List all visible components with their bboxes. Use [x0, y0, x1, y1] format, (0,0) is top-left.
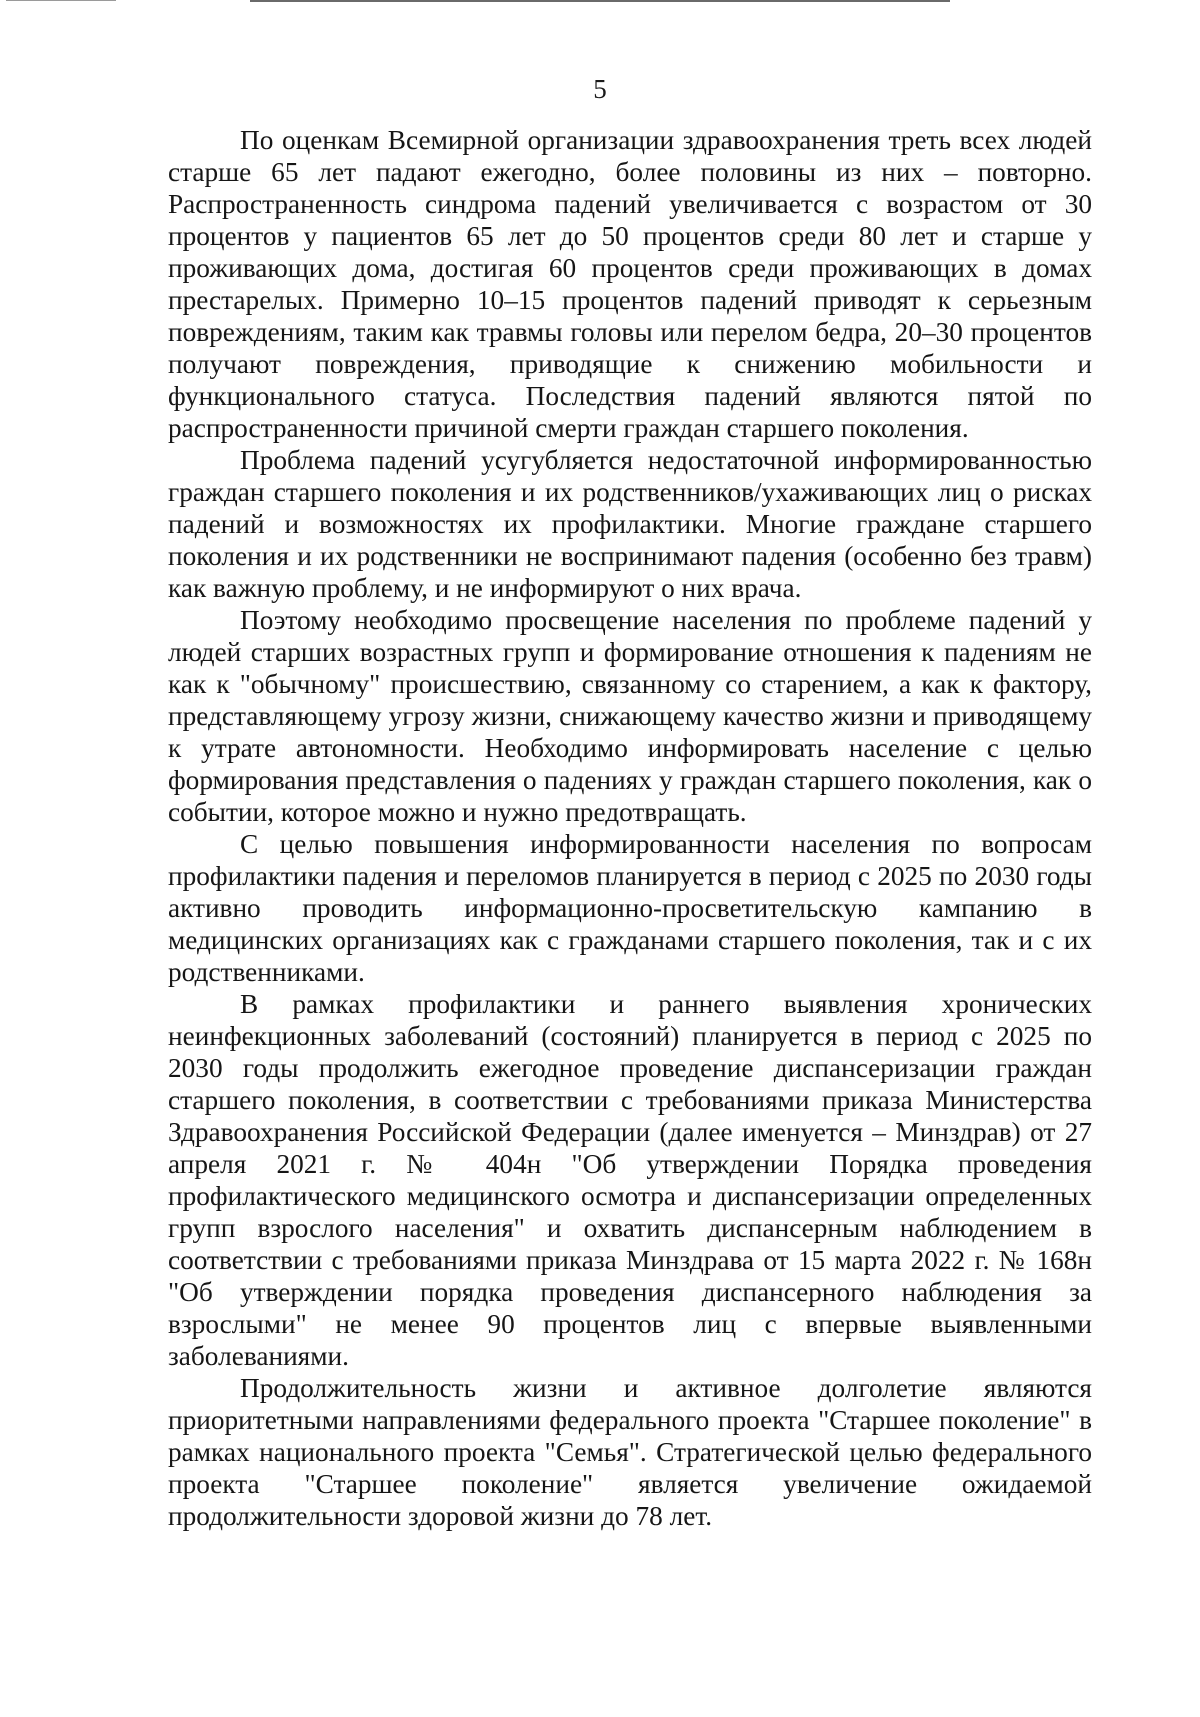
paragraph-awareness-problem: Проблема падений усугубляется недостаточной информированностью граждан старшего поколения и их родственников/ухаживающих лиц о рисках падений и возможностях их профилактики. Многие граждане старшего поколения и их родственники не воспринимают падения (особенно без травм) как важную проблему, и не информируют о них врача.: [168, 445, 1092, 603]
paragraph-falls-statistics: По оценкам Всемирной организации здравоохранения треть всех людей старше 65 лет падают ежегодно, более половины из них – повторно. Распространенность синдрома падений увеличивается с возрастом от 30 процентов у пациентов 65 лет до 50 процентов среди 80 лет и старше у проживающих дома, достигая 60 процентов среди проживающих в домах престарелых. Примерно 10–15 процентов падений приводят к серьезным повреждениям, таким как травмы головы или перелом бедра, 20–30 процентов получают повреждения, приводящие к снижению мобильности и функционального статуса. Последствия падений являются пятой по распространенности причиной смерти граждан старшего поколения.: [168, 125, 1092, 443]
page-number: 5: [593, 74, 607, 104]
scan-edge-mark: [6, 0, 116, 1]
paragraph-federal-project: Продолжительность жизни и активное долголетие являются приоритетными направлениями федерального проекта "Старшее поколение" в рамках национального проекта "Семья". Стратегической целью федерального проекта "Старшее поколение" является увеличение ожидаемой продолжительности здоровой жизни до 78 лет.: [168, 1373, 1092, 1531]
scan-edge-line: [250, 0, 950, 2]
document-body: [168, 124, 1092, 1532]
paragraph-information-campaign: С целью повышения информированности населения по вопросам профилактики падения и переломов планируется в период с 2025 по 2030 годы активно проводить информационно-просветительскую кампанию в медицинских организациях как с гражданами старшего поколения, так и с их родственниками.: [168, 829, 1092, 987]
paragraph-medical-examination: В рамках профилактики и раннего выявления хронических неинфекционных заболеваний (состояний) планируется в период с 2025 по 2030 годы продолжить ежегодное проведение диспансеризации граждан старшего поколения, в соответствии с требованиями приказа Министерства Здравоохранения Российской Федерации (далее именуется – Минздрав) от 27 апреля 2021 г. № 404н "Об утверждении Порядка проведения профилактического медицинского осмотра и диспансеризации определенных групп взрослого населения" и охватить диспансерным наблюдением в соответствии с требованиями приказа Минздрава от 15 марта 2022 г. № 168н "Об утверждении порядка проведения диспансерного наблюдения за взрослыми" не менее 90 процентов лиц с впервые выявленными заболеваниями.: [168, 989, 1092, 1371]
paragraph-public-education: Поэтому необходимо просвещение населения по проблеме падений у людей старших возрастных групп и формирование отношения к падениям не как к "обычному" происшествию, связанному со старением, а как к фактору, представляющему угрозу жизни, снижающему качество жизни и приводящему к утрате автономности. Необходимо информировать население с целью формирования представления о падениях у граждан старшего поколения, как о событии, которое можно и нужно предотвращать.: [168, 605, 1092, 827]
